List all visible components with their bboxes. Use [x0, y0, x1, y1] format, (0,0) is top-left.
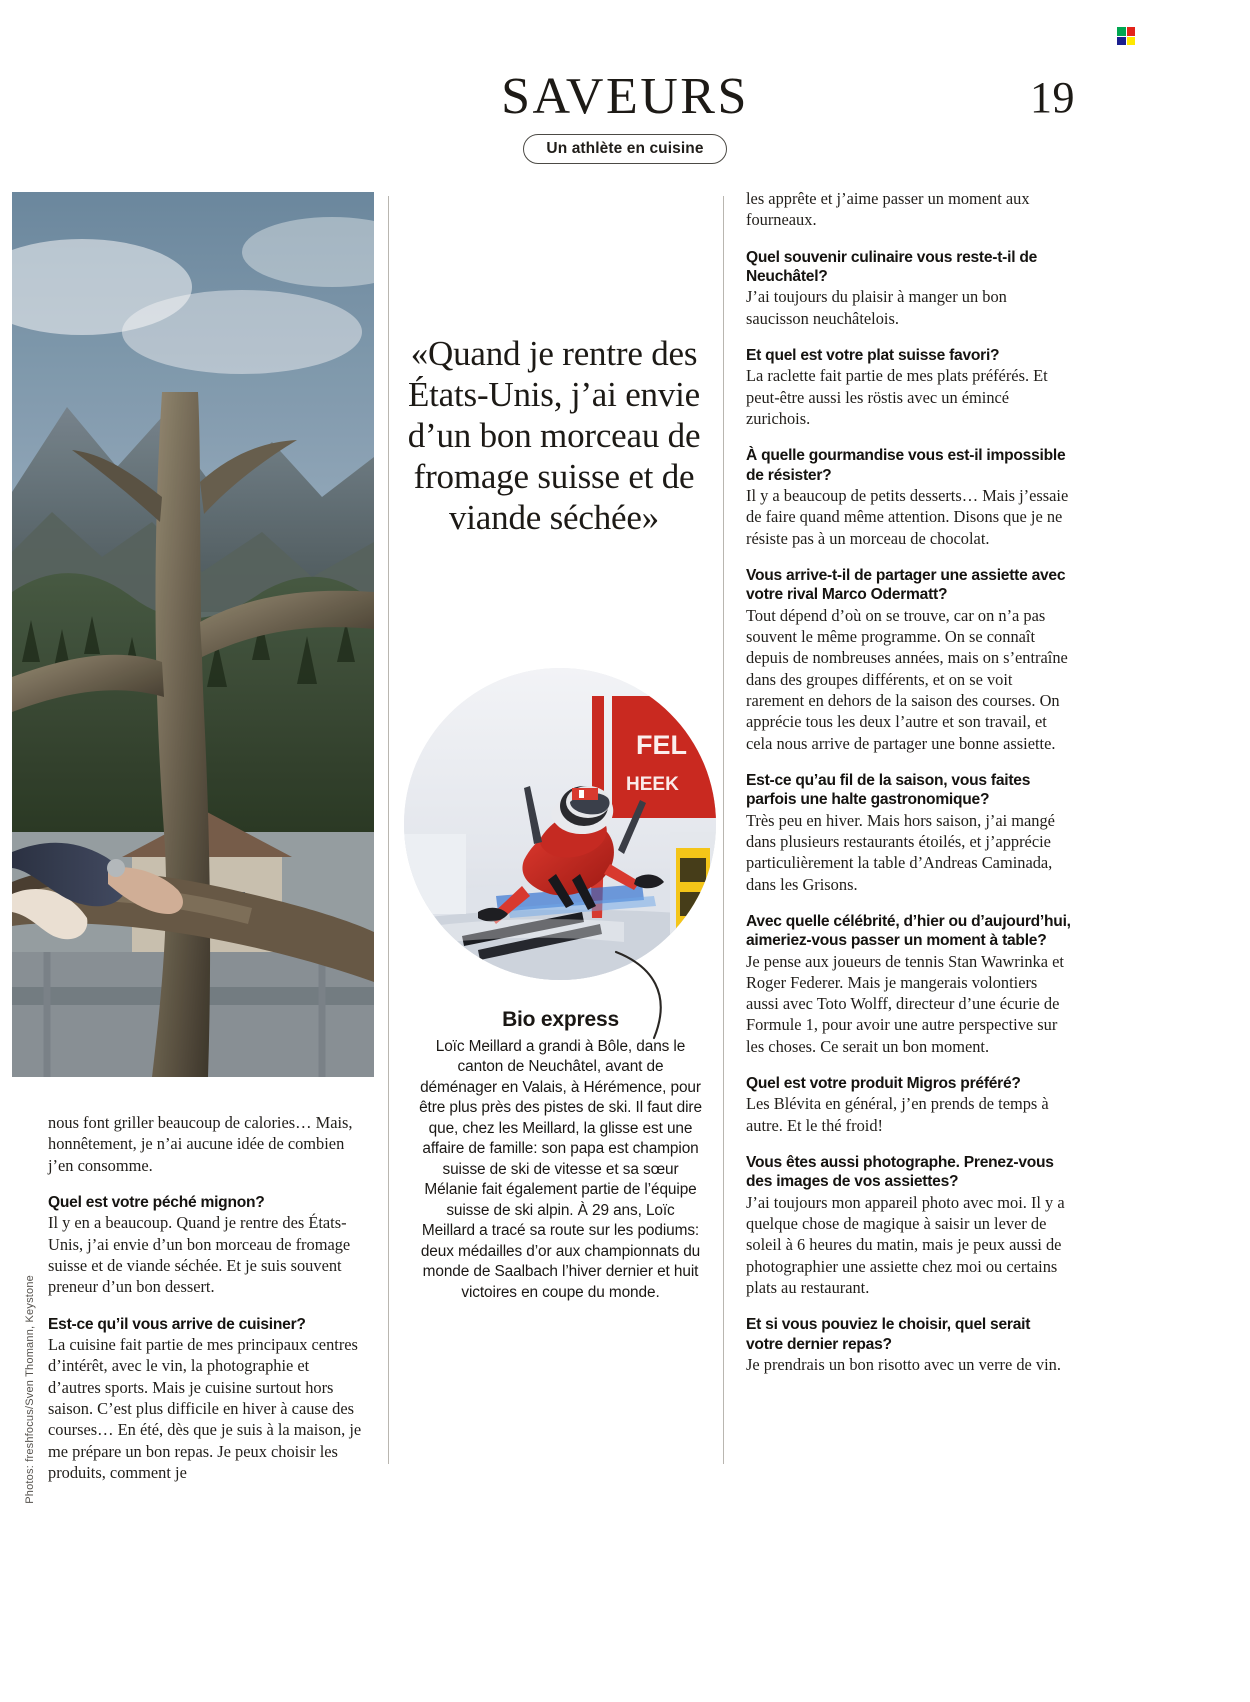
page-title: SAVEURS: [501, 68, 749, 125]
qa-block: [746, 771, 1071, 895]
qa-block: [746, 912, 1071, 1057]
qa-block: [746, 446, 1071, 549]
svg-text:HEEK: HEEK: [626, 774, 679, 795]
question-label: Et quel est votre plat suisse favori?: [746, 346, 1000, 364]
bio-express-title: Bio express: [502, 1008, 619, 1031]
skier-photo: [404, 668, 716, 980]
answer-text: J’ai toujours mon appareil photo avec moi. Il y a quelque chose de magique à saisir un lever de soleil à 6 heures du matin, mais je peux aussi de photographier une assiette chez moi ou certains plats au restaurant.: [746, 1192, 1065, 1298]
mark-blue-swatch: [1117, 37, 1126, 46]
mark-red-swatch: [1127, 27, 1136, 36]
skier-photo-illustration: [404, 668, 716, 980]
question-label: Quel est votre produit Migros préféré?: [746, 1075, 1021, 1093]
pull-quote: «Quand je rentre des États-Unis, j’ai envie d’un bon morceau de fromage suisse et de viande séchée»: [407, 334, 701, 537]
answer-text: La cuisine fait partie de mes principaux centres d’intérêt, avec le vin, la photographie et d’autres sports. Mais je cuisine surtout hors saison. C’est plus difficile en hiver à cause des courses… En été, dès que je suis à la maison, je me prépare un bon repas. Je peux choisir les produits, comment je: [48, 1334, 362, 1482]
qa-block: [746, 1153, 1071, 1298]
right-text-column: [746, 188, 1071, 1375]
answer-text: Je prendrais un bon risotto avec un verre de vin.: [746, 1355, 1061, 1375]
bio-express-block: [418, 1008, 703, 1303]
right-lead-paragraph: les apprête et j’aime passer un moment aux fourneaux.: [746, 189, 1030, 230]
qa-block: [746, 1074, 1071, 1136]
question-label: Vous êtes aussi photographe. Prenez-vous des images de vos assiettes?: [746, 1154, 1054, 1191]
question-label: Et si vous pouviez le choisir, quel serait votre dernier repas?: [746, 1316, 1031, 1353]
answer-text: Les Blévita en général, j’en prends de temps à autre. Et le thé froid!: [746, 1094, 1049, 1135]
mark-yellow-swatch: [1127, 37, 1136, 46]
hero-photo-illustration: [12, 192, 374, 1077]
mark-green-swatch: [1117, 27, 1126, 36]
section-kicker-badge: Un athlète en cuisine: [523, 134, 726, 164]
answer-text: J’ai toujours du plaisir à manger un bon saucisson neuchâtelois.: [746, 287, 1007, 328]
left-text-column: [48, 1112, 366, 1483]
question-label: À quelle gourmandise vous est-il impossible de résister?: [746, 447, 1066, 484]
answer-text: La raclette fait partie de mes plats préférés. Et peut-être aussi les röstis avec un émincé zurichois.: [746, 366, 1048, 428]
bio-express-text: Loïc Meillard a grandi à Bôle, dans le canton de Neuchâtel, avant de déménager en Valais, à Hérémence, pour être plus près des pistes de ski. Il faut dire que, chez les Meillard, la glisse est une affaire de famille: son papa est champion suisse de ski de vitesse et sa sœur Mélanie fait également partie de l’équipe suisse de ski alpin. À 29 ans, Loïc Meillard a tracé sa route sur les podiums: deux médailles d’or aux championnats du monde de Saalbach l’hiver dernier et huit victoires en coupe du monde.: [419, 1038, 702, 1301]
photo-credit: Photos: freshfocus/Sven Thomann, Keystone: [24, 1275, 36, 1504]
qa-block: [48, 1193, 366, 1298]
answer-text: Très peu en hiver. Mais hors saison, j’ai mangé dans plusieurs restaurants étoilés, et j’apprécie particulièrement la table d’Andreas Caminada, dans les Grisons.: [746, 810, 1055, 894]
page-number: 19: [1030, 73, 1075, 122]
column-rule-left: [388, 196, 389, 1464]
answer-text: Il y en a beaucoup. Quand je rentre des États-Unis, j’ai envie d’un bon morceau de fromage suisse et de viande séchée. Et je suis souvent preneur d’un bon dessert.: [48, 1213, 351, 1297]
answer-text: Il y a beaucoup de petits desserts… Mais j’essaie de faire quand même attention. Disons que je ne résiste pas à un morceau de chocolat.: [746, 485, 1069, 548]
question-label: Quel est votre péché mignon?: [48, 1193, 265, 1211]
qa-block: [746, 248, 1071, 329]
hero-photo: [12, 192, 374, 1077]
cmyk-registration-marks: [1117, 27, 1135, 45]
question-label: Vous arrive-t-il de partager une assiette avec votre rival Marco Odermatt?: [746, 566, 1066, 604]
column-rule-right: [723, 196, 724, 1464]
question-label: Est-ce qu’il vous arrive de cuisiner?: [48, 1315, 306, 1333]
question-label: Avec quelle célébrité, d’hier ou d’aujourd’hui, aimeriez-vous passer un moment à table?: [746, 912, 1071, 950]
question-label: Quel souvenir culinaire vous reste-t-il de Neuchâtel?: [746, 248, 1038, 285]
qa-block: [746, 346, 1071, 429]
qa-block: [746, 566, 1071, 754]
qa-block: [48, 1315, 366, 1484]
qa-block: [746, 1315, 1071, 1375]
answer-text: Tout dépend d’où on se trouve, car on n’a pas souvent le même programme. On se connaît depuis de nombreuses années, mais on s’entraîne dans des groupes différents, et on se voit rarement en dehors de la saison des courses. On apprécie tous les deux l’autre et son travail, et cela nous arrive de partager une bonne assiette.: [746, 605, 1068, 753]
left-lead-paragraph: nous font griller beaucoup de calories… Mais, honnêtement, je n’ai aucune idée de combien j’en consomme.: [48, 1113, 353, 1175]
answer-text: Je pense aux joueurs de tennis Stan Wawrinka et Roger Federer. Mais je mangerais volontiers aussi avec Toto Wolff, directeur d’une écurie de Formule 1, pour avoir une autre perspective sur les choses. Ce serait un bon moment.: [746, 951, 1064, 1056]
question-label: Est-ce qu’au fil de la saison, vous faites parfois une halte gastronomique?: [746, 771, 1031, 809]
svg-text:FEL: FEL: [636, 730, 687, 760]
